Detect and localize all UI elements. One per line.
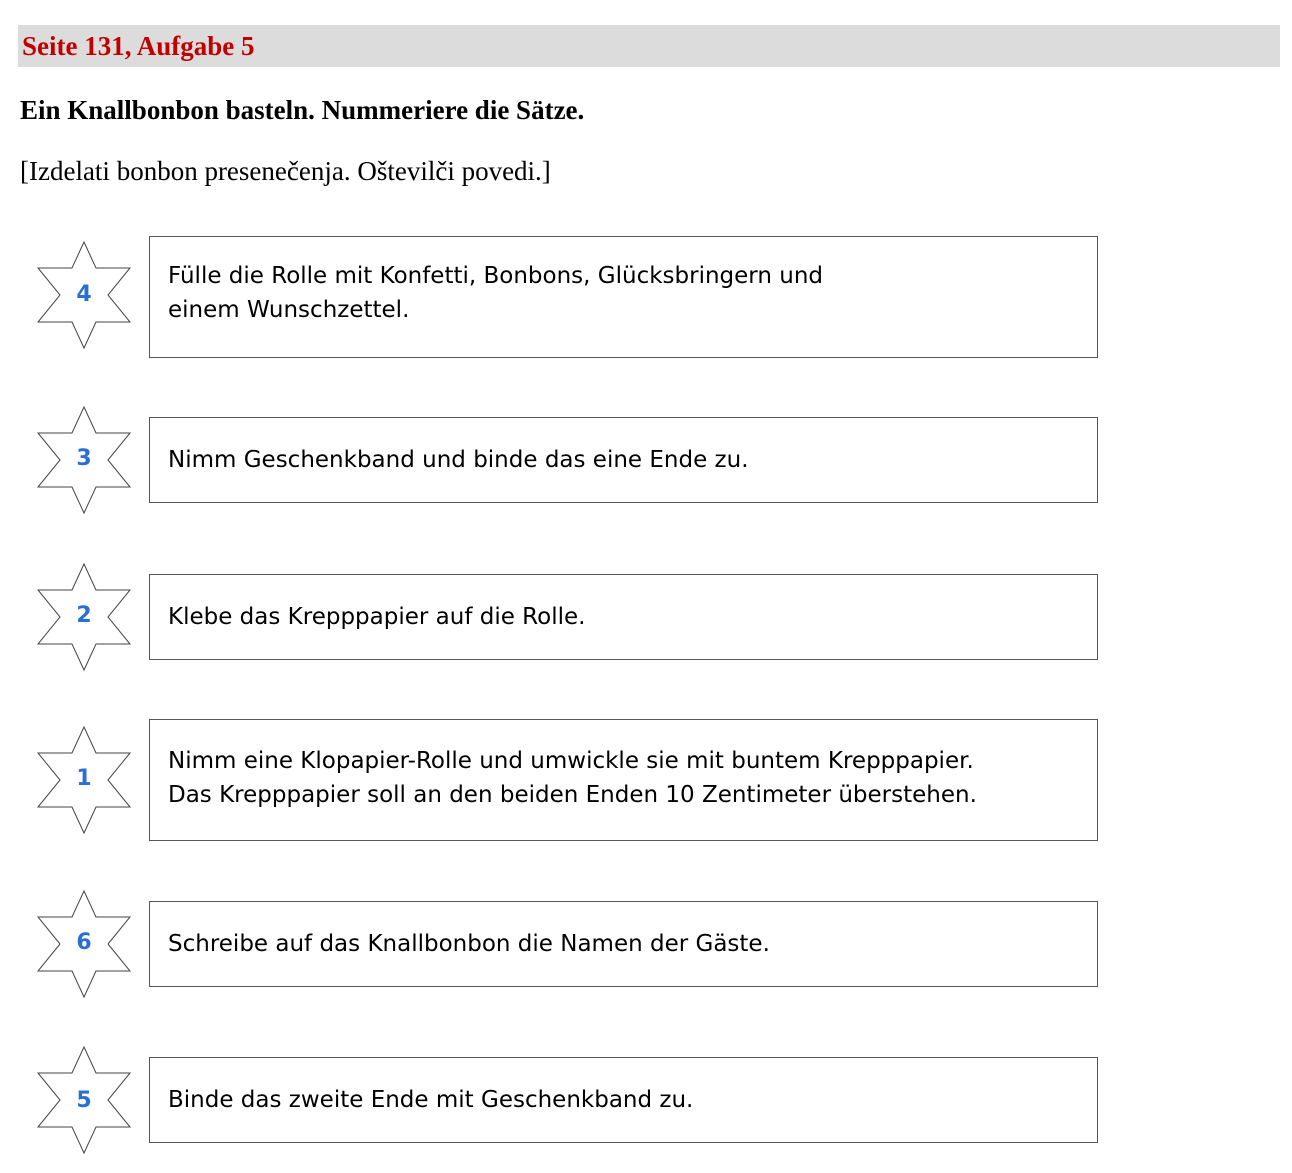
answer-number: 3 <box>76 446 92 471</box>
page-title: Seite 131, Aufgabe 5 <box>22 31 255 61</box>
answer-number: 5 <box>76 1088 92 1113</box>
sentence-box <box>149 236 1098 358</box>
star-icon[interactable] <box>36 1045 132 1155</box>
sentence-box <box>149 719 1098 841</box>
sentence-box <box>149 417 1098 503</box>
sentence-box <box>149 1057 1098 1143</box>
star-icon[interactable] <box>36 889 132 999</box>
answer-number: 1 <box>76 766 92 791</box>
sentence-text: Fülle die Rolle mit Konfetti, Bonbons, Glücksbringern und einem Wunschzettel. <box>168 263 823 323</box>
answer-number: 2 <box>76 603 92 628</box>
sentence-text: Schreibe auf das Knallbonbon die Namen der Gäste. <box>168 931 770 957</box>
sentence-text: Nimm Geschenkband und binde das eine Ende zu. <box>168 447 749 473</box>
star-icon[interactable] <box>36 725 132 835</box>
task-instruction: Ein Knallbonbon basteln. Nummeriere die Sätze. <box>20 95 585 125</box>
sentence-box <box>149 901 1098 987</box>
header-bar <box>18 25 1280 67</box>
sentence-box <box>149 574 1098 660</box>
sentence-text: Klebe das Krepppapier auf die Rolle. <box>168 604 586 630</box>
task-translation: [Izdelati bonbon presenečenja. Oštevilči povedi.] <box>20 156 551 186</box>
answer-number: 4 <box>76 282 92 307</box>
star-icon[interactable] <box>36 240 132 350</box>
answer-number: 6 <box>76 930 92 955</box>
star-icon[interactable] <box>36 405 132 515</box>
sentence-text: Binde das zweite Ende mit Geschenkband zu. <box>168 1087 694 1113</box>
star-icon[interactable] <box>36 562 132 672</box>
sentence-text: Nimm eine Klopapier-Rolle und umwickle sie mit buntem Krepppapier. Das Krepppapier soll an den beiden Enden 10 Zentimeter überstehen. <box>168 748 977 808</box>
